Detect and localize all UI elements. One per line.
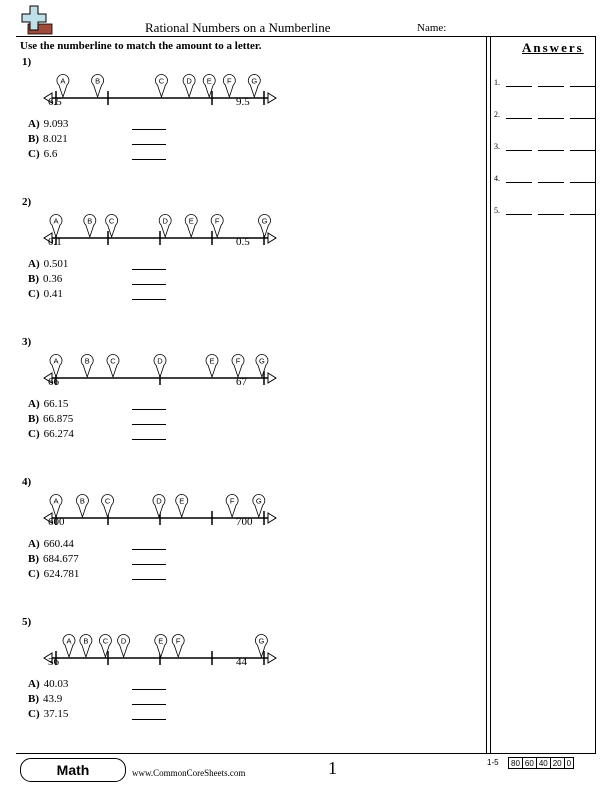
answer-blank[interactable] xyxy=(570,86,596,87)
score-cell: 20 xyxy=(550,758,564,769)
answer-blank[interactable] xyxy=(506,118,532,119)
answer-row xyxy=(494,142,594,156)
score-cell: 80 xyxy=(509,758,523,769)
answer-blank[interactable] xyxy=(132,159,166,160)
choice-value: 37.15 xyxy=(43,708,69,720)
choice-value: 660.44 xyxy=(43,538,74,550)
score-table xyxy=(508,757,574,769)
answer-blank[interactable] xyxy=(538,182,564,183)
choice-label: B) xyxy=(28,133,39,145)
marker-letter: B xyxy=(95,76,101,86)
choice-value: 6.6 xyxy=(43,148,58,160)
marker-letter: A xyxy=(53,356,59,366)
choice-label: A) xyxy=(28,258,40,270)
answer-blank[interactable] xyxy=(132,129,166,130)
choice-value: 40.03 xyxy=(43,678,69,690)
marker-letter: A xyxy=(60,76,66,86)
marker-letter: G xyxy=(261,216,268,226)
answer-blank[interactable] xyxy=(132,144,166,145)
page-title: Rational Numbers on a Numberline xyxy=(145,20,331,35)
problem-number: 1) xyxy=(22,56,32,68)
choice-row xyxy=(28,693,168,707)
choice-label: C) xyxy=(28,288,40,300)
arrow-right-icon xyxy=(268,93,276,103)
range-start-label: 600 xyxy=(48,516,65,528)
choice-value: 0.501 xyxy=(43,258,69,270)
subject-badge: Math xyxy=(20,758,126,782)
range-start-label: 36 xyxy=(48,656,59,668)
footer-rule xyxy=(16,753,596,754)
choice-label: A) xyxy=(28,118,40,130)
choice-value: 43.9 xyxy=(43,693,63,705)
answer-row xyxy=(494,206,594,220)
choice-row xyxy=(28,678,168,692)
problem-number: 5) xyxy=(22,616,32,628)
marker-letter: D xyxy=(186,76,192,86)
marker-letter: B xyxy=(83,636,89,646)
choice-label: C) xyxy=(28,148,40,160)
marker-letter: C xyxy=(158,76,165,86)
marker-letter: G xyxy=(251,76,258,86)
choice-label: C) xyxy=(28,428,40,440)
choice-row xyxy=(28,568,168,582)
answer-blank[interactable] xyxy=(538,150,564,151)
marker-letter: E xyxy=(206,76,212,86)
marker-letter: C xyxy=(108,216,115,226)
problem-1 xyxy=(16,56,486,184)
marker-letter: G xyxy=(258,636,265,646)
marker-letter: D xyxy=(157,356,163,366)
marker-letter: B xyxy=(84,356,90,366)
answer-row-number: 5. xyxy=(494,206,500,215)
marker-letter: B xyxy=(87,216,93,226)
answer-blank[interactable] xyxy=(132,409,166,410)
choice-row xyxy=(28,428,168,442)
marker-letter: G xyxy=(255,496,262,506)
marker-letter: D xyxy=(156,496,162,506)
answer-blank[interactable] xyxy=(570,182,596,183)
answer-blank[interactable] xyxy=(132,424,166,425)
answer-row-number: 4. xyxy=(494,174,500,183)
choice-label: A) xyxy=(28,538,40,550)
answer-blank[interactable] xyxy=(132,564,166,565)
marker-letter: E xyxy=(179,496,185,506)
marker-letter: E xyxy=(158,636,164,646)
problem-number: 3) xyxy=(22,336,32,348)
range-start-label: 6.5 xyxy=(48,96,62,108)
choice-value: 624.781 xyxy=(43,568,80,580)
answer-row xyxy=(494,110,594,124)
choice-row xyxy=(28,553,168,567)
problem-2 xyxy=(16,196,486,324)
choice-row xyxy=(28,398,168,412)
answer-row-number: 3. xyxy=(494,142,500,151)
problem-number: 2) xyxy=(22,196,32,208)
range-start-label: 0.1 xyxy=(48,236,62,248)
marker-letter: B xyxy=(79,496,85,506)
answer-blank[interactable] xyxy=(132,269,166,270)
choice-row xyxy=(28,708,168,722)
range-end-label: 67 xyxy=(236,376,247,388)
column-divider xyxy=(595,36,596,753)
choice-value: 0.36 xyxy=(43,273,63,285)
choice-label: B) xyxy=(28,273,39,285)
choice-value: 684.677 xyxy=(43,553,79,565)
answers-title: Answers xyxy=(522,40,584,55)
answer-blank[interactable] xyxy=(506,182,532,183)
marker-letter: C xyxy=(104,496,111,506)
marker-letter: F xyxy=(175,636,181,646)
answer-blank[interactable] xyxy=(506,86,532,87)
problem-4 xyxy=(16,476,486,604)
choice-value: 66.875 xyxy=(43,413,74,425)
answer-blank[interactable] xyxy=(506,150,532,151)
arrow-right-icon xyxy=(268,513,276,523)
choice-label: A) xyxy=(28,398,40,410)
choice-label: B) xyxy=(28,553,39,565)
answer-blank[interactable] xyxy=(132,689,166,690)
problem-3 xyxy=(16,336,486,464)
header-rule xyxy=(16,36,596,37)
choice-row xyxy=(28,118,168,132)
problem-5 xyxy=(16,616,486,744)
website-link: www.CommonCoreSheets.com xyxy=(132,768,246,778)
answer-blank[interactable] xyxy=(538,214,564,215)
choice-row xyxy=(28,258,168,272)
arrow-right-icon xyxy=(268,653,276,663)
logo-icon xyxy=(18,4,54,36)
answer-blank[interactable] xyxy=(132,439,166,440)
answer-blank[interactable] xyxy=(132,549,166,550)
answer-blank[interactable] xyxy=(570,150,596,151)
marker-letter: D xyxy=(120,636,127,646)
choice-row xyxy=(28,288,168,302)
score-cell: 60 xyxy=(522,758,536,769)
marker-letter: F xyxy=(235,356,241,366)
score-cell: 0 xyxy=(564,758,573,769)
instructions: Use the numberline to match the amount to a letter. xyxy=(20,40,262,52)
choice-value: 8.021 xyxy=(43,133,68,145)
score-range-label: 1-5 xyxy=(487,758,499,767)
marker-letter: F xyxy=(229,496,235,506)
choice-row xyxy=(28,148,168,162)
answer-blank[interactable] xyxy=(132,284,166,285)
answer-row-number: 2. xyxy=(494,110,500,119)
marker-letter: A xyxy=(53,496,59,506)
range-end-label: 0.5 xyxy=(236,236,250,248)
choice-row xyxy=(28,133,168,147)
marker-letter: E xyxy=(209,356,215,366)
marker-letter: D xyxy=(162,216,168,226)
column-divider xyxy=(486,36,487,753)
answer-blank[interactable] xyxy=(132,704,166,705)
page-number: 1 xyxy=(328,758,337,778)
answer-row xyxy=(494,78,594,92)
marker-letter: C xyxy=(102,636,109,646)
name-label: Name: xyxy=(417,22,447,34)
answer-blank[interactable] xyxy=(506,214,532,215)
range-end-label: 44 xyxy=(236,656,247,668)
marker-letter: F xyxy=(227,76,232,86)
choice-label: B) xyxy=(28,693,39,705)
choice-row xyxy=(28,273,168,287)
marker-letter: C xyxy=(110,356,116,366)
answer-row xyxy=(494,174,594,188)
answer-blank[interactable] xyxy=(132,299,166,300)
marker-letter: G xyxy=(258,356,265,366)
problem-number: 4) xyxy=(22,476,32,488)
column-divider xyxy=(490,36,491,753)
answer-blank[interactable] xyxy=(132,719,166,720)
choice-value: 66.274 xyxy=(43,428,74,440)
score-cell: 40 xyxy=(536,758,550,769)
arrow-right-icon xyxy=(268,373,276,383)
answer-blank[interactable] xyxy=(570,118,596,119)
choice-label: A) xyxy=(28,678,40,690)
answer-blank[interactable] xyxy=(570,214,596,215)
answer-blank[interactable] xyxy=(538,86,564,87)
choice-value: 0.41 xyxy=(43,288,63,300)
choice-row xyxy=(28,538,168,552)
answer-row-number: 1. xyxy=(494,78,500,87)
marker-letter: A xyxy=(53,216,59,226)
marker-letter: F xyxy=(214,216,220,226)
arrow-right-icon xyxy=(268,233,276,243)
range-start-label: 66 xyxy=(48,376,59,388)
marker-letter: A xyxy=(66,636,72,646)
choice-label: B) xyxy=(28,413,39,425)
choice-label: C) xyxy=(28,568,40,580)
choice-value: 9.093 xyxy=(43,118,69,130)
choice-row xyxy=(28,413,168,427)
choice-value: 66.15 xyxy=(43,398,69,410)
range-end-label: 9.5 xyxy=(236,96,250,108)
answer-blank[interactable] xyxy=(132,579,166,580)
range-end-label: 700 xyxy=(236,516,253,528)
marker-letter: E xyxy=(188,216,194,226)
choice-label: C) xyxy=(28,708,40,720)
answer-blank[interactable] xyxy=(538,118,564,119)
